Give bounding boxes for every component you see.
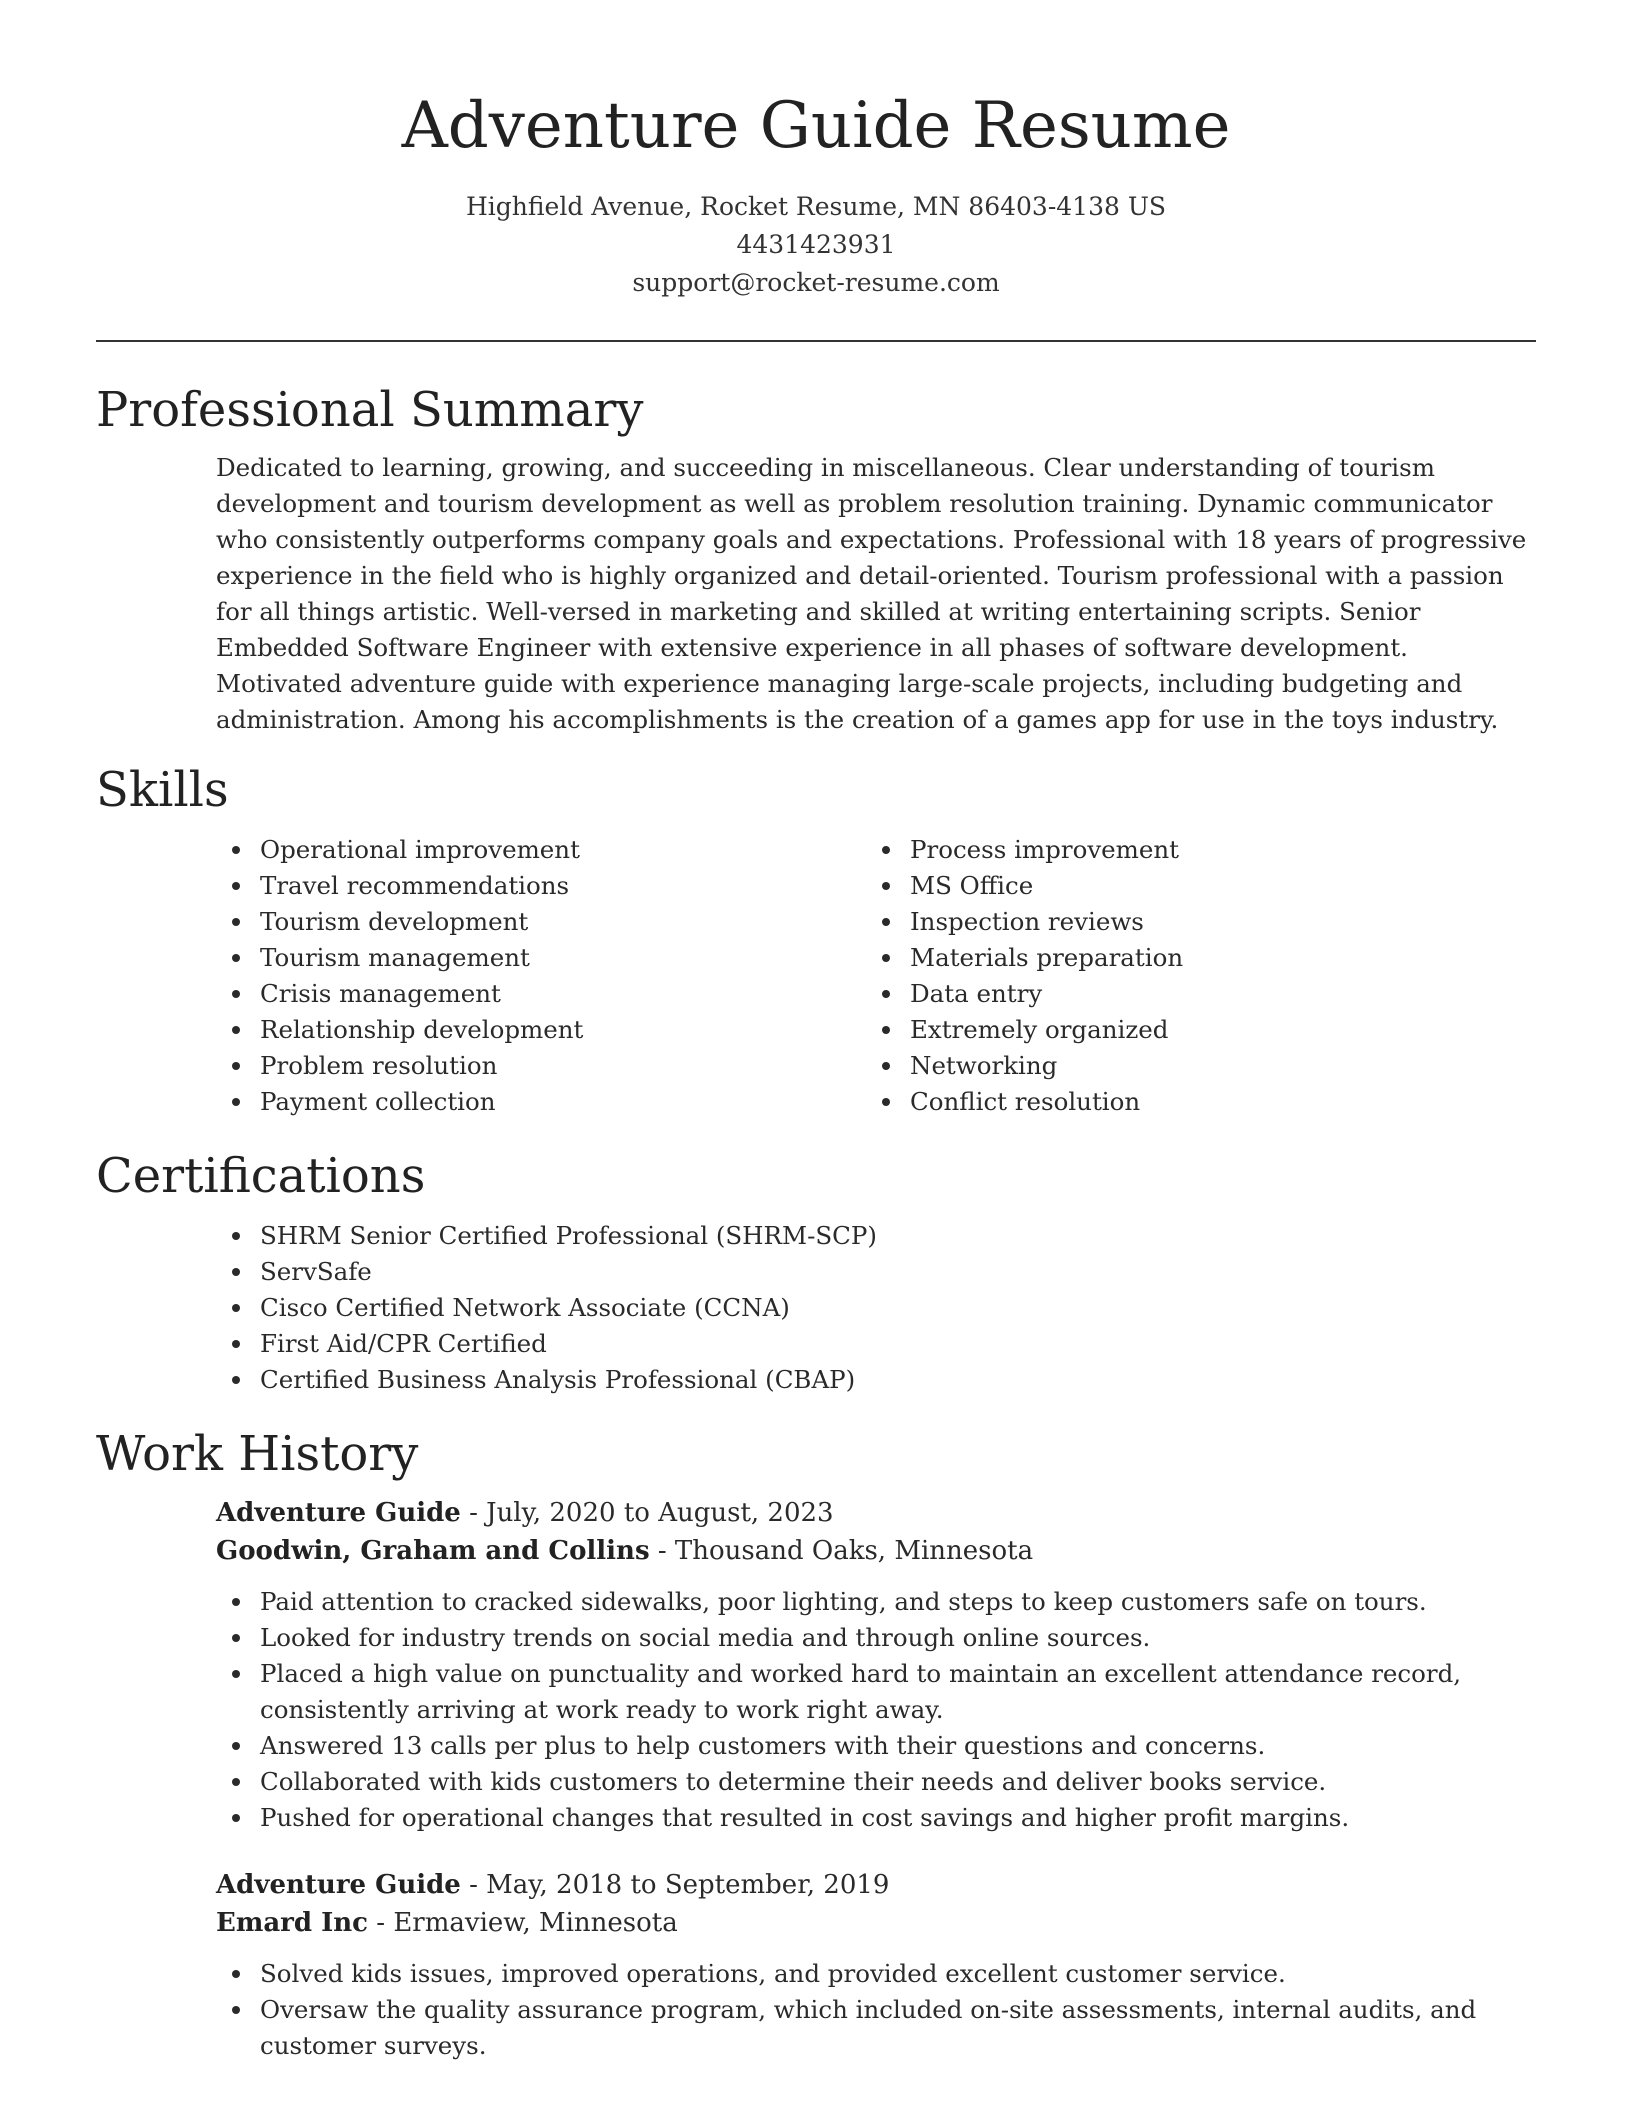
list-item: Operational improvement [260,832,866,868]
list-item: Conflict resolution [910,1084,1516,1120]
list-item: Answered 13 calls per plus to help customers with their questions and concerns. [260,1728,1536,1764]
job-title: Adventure Guide [216,1870,461,1900]
list-item: Process improvement [910,832,1516,868]
skills-column-left [216,832,866,1120]
list-item: Looked for industry trends on social media and through online sources. [260,1620,1536,1656]
work-history-section [96,1424,1536,2064]
resume-header [96,0,1536,302]
resume-page [96,0,1536,2088]
list-item: MS Office [910,868,1516,904]
job-company-line [216,1532,1536,1570]
list-item: Data entry [910,976,1516,1012]
list-item: Problem resolution [260,1048,866,1084]
certifications-section [96,1146,1536,1398]
job-title: Adventure Guide [216,1498,461,1528]
list-item: Crisis management [260,976,866,1012]
list-item: Paid attention to cracked sidewalks, poor lighting, and steps to keep customers safe on tours. [260,1584,1536,1620]
list-item: Inspection reviews [910,904,1516,940]
skills-list-right [866,832,1516,1120]
certifications-heading: Certifications [96,1148,426,1204]
skills-heading: Skills [96,762,229,818]
job-location: - Thousand Oaks, Minnesota [649,1536,1034,1566]
list-item: Relationship development [260,1012,866,1048]
list-item: First Aid/CPR Certified [260,1326,1536,1362]
resume-title: Adventure Guide Resume [401,89,1231,163]
list-item: Certified Business Analysis Professional (CBAP) [260,1362,1536,1398]
job-entry [216,1866,1536,2064]
skills-grid [216,832,1536,1120]
header-divider [96,340,1536,342]
job-location: - Ermaview, Minnesota [368,1908,678,1938]
job-bullets [216,1584,1536,1836]
job-dates: - July, 2020 to August, 2023 [460,1498,834,1528]
skills-column-right [866,832,1516,1120]
certifications-list [216,1218,1536,1398]
list-item: SHRM Senior Certified Professional (SHRM-SCP) [260,1218,1536,1254]
summary-heading: Professional Summary [96,382,644,438]
list-item: Travel recommendations [260,868,866,904]
list-item: Solved kids issues, improved operations, and provided excellent customer service. [260,1956,1536,1992]
list-item: Tourism management [260,940,866,976]
work-history-heading: Work History [96,1426,419,1482]
job-company: Goodwin, Graham and Collins [216,1536,650,1566]
list-item: ServSafe [260,1254,1536,1290]
list-item: Materials preparation [910,940,1516,976]
list-item: Collaborated with kids customers to determine their needs and deliver books service. [260,1764,1536,1800]
list-item: Oversaw the quality assurance program, which included on-site assessments, internal audits, and customer surveys. [260,1992,1536,2064]
job-entry [216,1494,1536,1836]
list-item: Cisco Certified Network Associate (CCNA) [260,1290,1536,1326]
skills-section [96,760,1536,1120]
job-company: Emard Inc [216,1908,369,1938]
job-company-line [216,1904,1536,1942]
skills-list-left [216,832,866,1120]
job-bullets [216,1956,1536,2064]
list-item: Networking [910,1048,1516,1084]
contact-phone: 4431423931 [736,230,896,259]
certifications-body [216,1218,1536,1398]
list-item: Payment collection [260,1084,866,1120]
job-title-line [216,1866,1536,1904]
list-item: Tourism development [260,904,866,940]
list-item: Pushed for operational changes that resulted in cost savings and higher profit margins. [260,1800,1536,1836]
contact-email: support@rocket-resume.com [632,268,1000,297]
job-dates: - May, 2018 to September, 2019 [460,1870,890,1900]
job-title-line [216,1494,1536,1532]
work-history-body [216,1494,1536,2064]
summary-text: Dedicated to learning, growing, and succeeding in miscellaneous. Clear understanding of tourism development and tourism development as well as problem resolution training. Dynamic communicator who consistently outperforms company goals and expectations. Professional with 18 years of progressive experience in the field who is highly organized and detail-oriented. Tourism professional with a passion for all things artistic. Well-versed in marketing and skilled at writing entertaining scripts. Senior Embedded Software Engineer with extensive experience in all phases of software development. Motivated adventure guide with experience managing large-scale projects, including budgeting and administration. Among his accomplishments is the creation of a games app for use in the toys industry. [216,453,1527,734]
list-item: Extremely organized [910,1012,1516,1048]
summary-section [96,380,1536,738]
list-item: Placed a high value on punctuality and worked hard to maintain an excellent attendance record, consistently arriving at work ready to work right away. [260,1656,1536,1728]
contact-address: Highfield Avenue, Rocket Resume, MN 86403-4138 US [465,192,1167,221]
